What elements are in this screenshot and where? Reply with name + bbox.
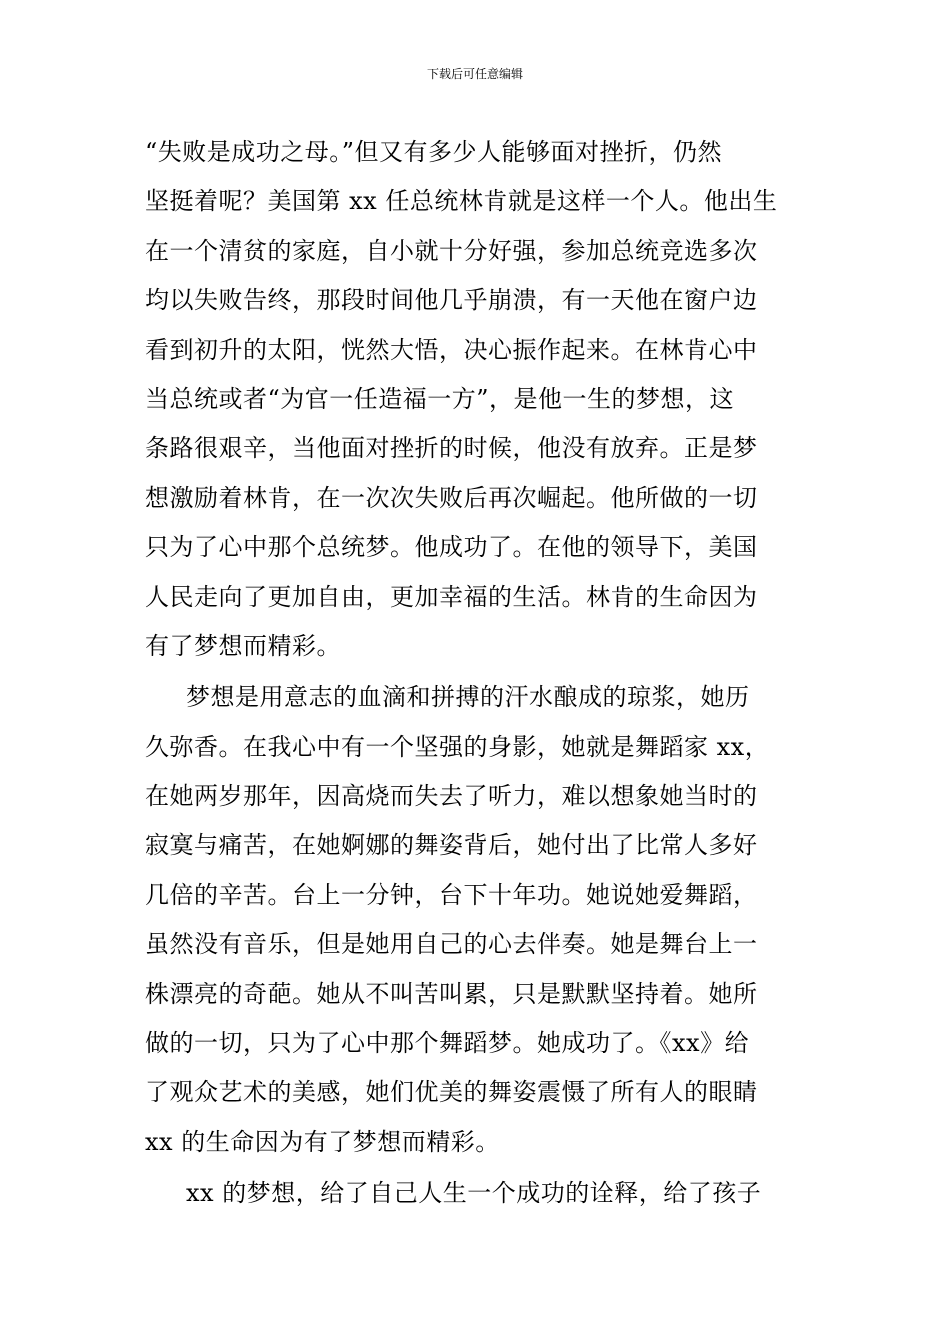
- text-line: 株漂亮的奇葩。她从不叫苦叫累，只是默默坚持着。她所: [145, 979, 758, 1008]
- page-header: 下载后可任意编辑: [426, 67, 523, 81]
- document-body: [145, 128, 810, 1219]
- text-line: 坚挺着呢？美国第 xx 任总统林肯就是这样一个人。他出生: [145, 187, 778, 216]
- paragraph-lincoln: [145, 128, 810, 671]
- text-line: 只为了心中那个总统梦。他成功了。在他的领导下，美国: [145, 533, 758, 562]
- text-line: xx 的生命因为有了梦想而精彩。: [145, 1127, 500, 1156]
- text-line: 人民走向了更加自由，更加幸福的生活。林肯的生命因为: [145, 582, 758, 611]
- text-line: 虽然没有音乐，但是她用自己的心去伴奏。她是舞台上一: [145, 930, 758, 959]
- paragraph-conclusion: [145, 1169, 810, 1218]
- paragraph-dancer: [145, 673, 810, 1167]
- text-line: 看到初升的太阳，恍然大悟，决心振作起来。在林肯心中: [145, 335, 758, 364]
- text-line: 做的一切，只为了心中那个舞蹈梦。她成功了。《xx》给: [145, 1029, 750, 1058]
- text-line: 寂寞与痛苦，在她婀娜的舞姿背后，她付出了比常人多好: [145, 831, 758, 860]
- text-line: 有了梦想而精彩。: [145, 631, 341, 660]
- text-line: 梦想是用意志的血滴和拼搏的汗水酿成的琼浆，她历: [186, 683, 750, 712]
- text-line: 在一个清贫的家庭，自小就十分好强，参加总统竞选多次: [145, 236, 758, 265]
- text-line: 均以失败告终，那段时间他几乎崩溃，有一天他在窗户边: [145, 286, 758, 315]
- text-line: 几倍的辛苦。台上一分钟，台下十年功。她说她爱舞蹈，: [145, 880, 758, 909]
- text-line: 条路很艰辛，当他面对挫折的时候，他没有放弃。正是梦: [145, 434, 758, 463]
- text-line: 在她两岁那年，因高烧而失去了听力，难以想象她当时的: [145, 782, 758, 811]
- text-line: xx 的梦想，给了自己人生一个成功的诠释，给了孩子: [186, 1179, 762, 1208]
- text-line: 久弥香。在我心中有一个坚强的身影，她就是舞蹈家 xx，: [145, 732, 770, 761]
- text-line: 想激励着林肯，在一次次失败后再次崛起。他所做的一切: [145, 483, 758, 512]
- text-line: 当总统或者“为官一任造福一方”，是他一生的梦想，这: [145, 384, 735, 413]
- text-line: 了观众艺术的美感，她们优美的舞姿震慑了所有人的眼睛: [145, 1078, 758, 1107]
- text-line: “失败是成功之母。”但又有多少人能够面对挫折，仍然: [145, 138, 723, 166]
